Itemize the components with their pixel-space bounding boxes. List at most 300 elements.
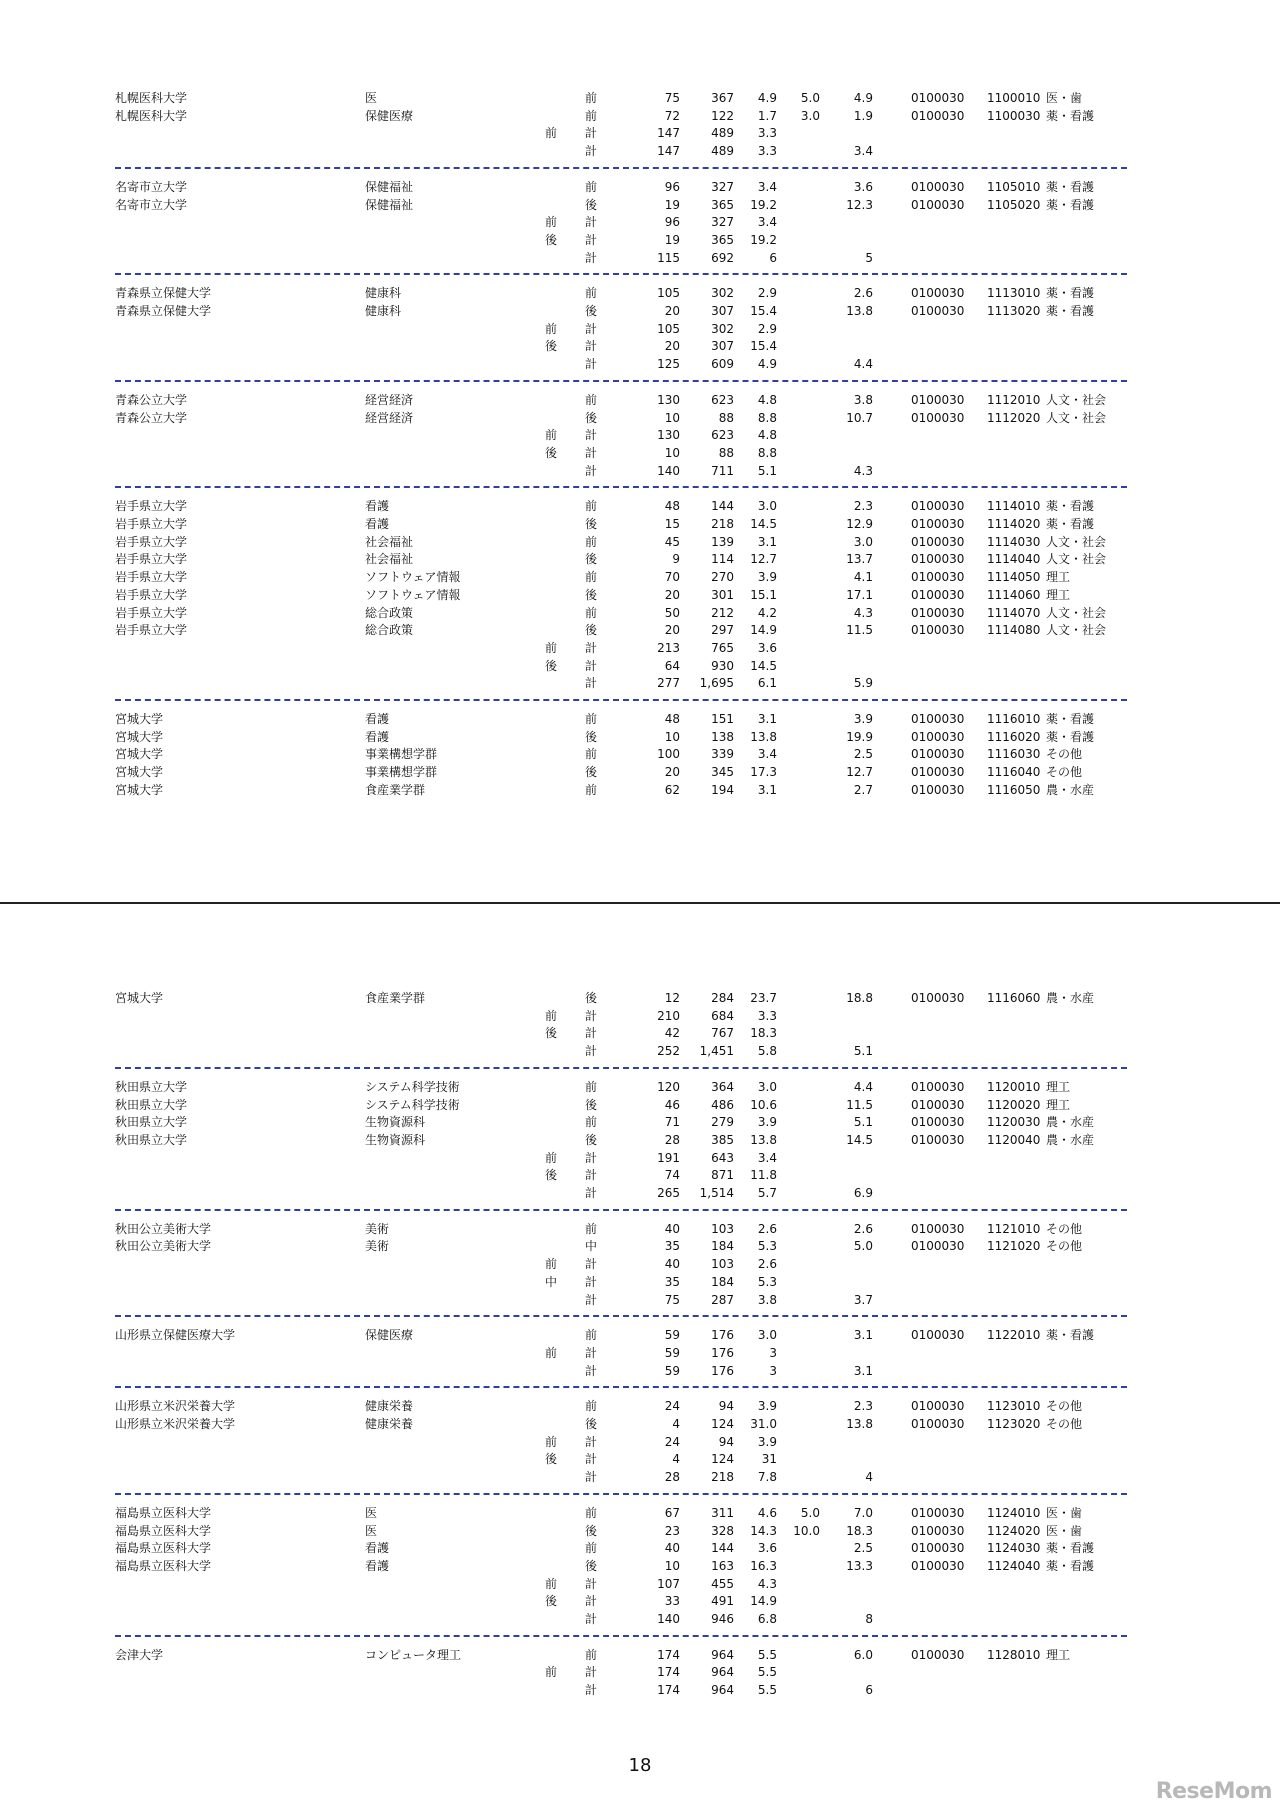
- subtotal-schedule-cell: 後: [544, 339, 557, 354]
- code-b-cell: 1122010: [987, 1328, 1041, 1343]
- dept-cell: 健康科: [365, 286, 402, 301]
- ratio-cell: 3.3: [757, 144, 777, 159]
- code-b-cell: 1100030: [987, 108, 1041, 123]
- field-cell: 農・水産: [1046, 991, 1095, 1005]
- group-divider: [115, 1067, 1127, 1069]
- field-cell: その他: [1046, 1399, 1083, 1414]
- applicants-cell: 163: [711, 1558, 734, 1573]
- code-b-cell: 1113010: [987, 286, 1041, 301]
- dept-cell: 総合政策: [365, 605, 414, 620]
- table-row: [0, 1558, 1280, 1576]
- schedule-cell: 計: [584, 232, 597, 247]
- ratio-cell: 4.2: [757, 605, 777, 620]
- ratio-cell: 3.4: [757, 179, 777, 194]
- univ-cell: 名寄市立大学: [115, 179, 188, 194]
- code-b-cell: 1114080: [987, 623, 1041, 638]
- ratio-cell: 5.1: [757, 463, 777, 478]
- code-b-cell: 1105020: [987, 197, 1041, 212]
- capacity-cell: 96: [664, 179, 680, 194]
- table-row: [0, 214, 1280, 232]
- dept-cell: 食産業学群: [365, 782, 426, 797]
- table-row: [0, 764, 1280, 782]
- ratio-cell: 6.1: [757, 676, 777, 691]
- ratio-change-cell: 2.3: [853, 499, 873, 514]
- ratio-cell: 4.8: [757, 428, 777, 443]
- capacity-cell: 59: [664, 1345, 680, 1360]
- capacity-cell: 50: [664, 605, 680, 620]
- capacity-cell: 19: [664, 197, 680, 212]
- schedule-cell: 前: [584, 1079, 597, 1094]
- capacity-cell: 125: [657, 357, 680, 372]
- schedule-cell: 前: [584, 179, 597, 194]
- capacity-cell: 174: [657, 1647, 680, 1662]
- applicants-cell: 88: [718, 445, 734, 460]
- schedule-cell: 計: [584, 1044, 597, 1059]
- table-row: [0, 551, 1280, 569]
- ratio-cell: 4.6: [757, 1505, 777, 1520]
- ratio-change-cell: 3.1: [853, 1363, 873, 1378]
- schedule-cell: 計: [584, 126, 597, 141]
- code-a-cell: 0100030: [911, 1097, 965, 1112]
- capacity-cell: 120: [657, 1079, 680, 1094]
- capacity-cell: 265: [657, 1186, 680, 1200]
- ratio-change-cell: 4.4: [853, 1079, 873, 1094]
- dept-cell: ソフトウェア情報: [365, 587, 461, 602]
- ratio-cell: 15.4: [750, 339, 777, 354]
- table-row: [0, 1097, 1280, 1115]
- subtotal-schedule-cell: 後: [544, 1026, 557, 1041]
- applicants-cell: 176: [711, 1363, 734, 1378]
- ratio-change-cell: 13.8: [846, 1417, 873, 1431]
- capacity-cell: 10: [664, 1558, 680, 1573]
- schedule-cell: 前: [584, 747, 597, 762]
- schedule-cell: 前: [584, 108, 597, 123]
- schedule-cell: 後: [584, 1523, 597, 1538]
- schedule-cell: 後: [584, 517, 597, 531]
- dept-cell: 看護: [365, 1541, 390, 1556]
- capacity-cell: 71: [664, 1115, 680, 1130]
- table-row: [0, 1593, 1280, 1611]
- dept-cell: 健康栄養: [365, 1417, 414, 1431]
- field-cell: 人文・社会: [1046, 552, 1107, 567]
- ratio-change-cell: 4.9: [853, 91, 873, 105]
- univ-cell: 宮城大学: [115, 747, 164, 762]
- schedule-cell: 後: [584, 729, 597, 744]
- field-cell: 理工: [1046, 1097, 1071, 1112]
- dept-cell: 医: [365, 1505, 378, 1520]
- capacity-cell: 213: [657, 640, 680, 655]
- code-a-cell: 0100030: [911, 499, 965, 514]
- capacity-cell: 45: [664, 534, 680, 549]
- ratio-change-cell: 3.6: [853, 179, 873, 194]
- capacity-cell: 20: [664, 339, 680, 354]
- code-b-cell: 1105010: [987, 179, 1041, 194]
- ratio-cell: 6.8: [757, 1612, 777, 1626]
- applicants-cell: 287: [711, 1292, 734, 1307]
- capacity-cell: 140: [657, 463, 680, 478]
- code-a-cell: 0100030: [911, 1647, 965, 1662]
- univ-cell: 秋田県立大学: [115, 1132, 188, 1147]
- applicants-cell: 307: [711, 304, 734, 318]
- univ-cell: 福島県立医科大学: [115, 1558, 212, 1573]
- code-b-cell: 1128010: [987, 1647, 1041, 1662]
- univ-cell: 福島県立医科大学: [115, 1505, 212, 1520]
- applicants-cell: 946: [711, 1612, 734, 1626]
- ratio-change-cell: 7.0: [853, 1505, 873, 1520]
- univ-cell: 山形県立米沢栄養大学: [115, 1417, 236, 1431]
- table-row: [0, 1611, 1280, 1629]
- code-b-cell: 1123020: [987, 1417, 1041, 1431]
- code-a-cell: 0100030: [911, 552, 965, 567]
- ratio-cell: 3.9: [757, 1399, 777, 1414]
- applicants-cell: 302: [711, 286, 734, 301]
- capacity-cell: 72: [664, 108, 680, 123]
- field-cell: 医・歯: [1046, 1505, 1083, 1520]
- applicants-cell: 489: [711, 126, 734, 141]
- univ-cell: 岩手県立大学: [115, 517, 188, 531]
- subtotal-schedule-cell: 中: [544, 1274, 557, 1289]
- code-b-cell: 1120030: [987, 1115, 1041, 1130]
- table-row: [0, 1416, 1280, 1434]
- code-a-cell: 0100030: [911, 1417, 965, 1431]
- ratio-cell: 2.6: [757, 1257, 777, 1272]
- capacity-cell: 35: [664, 1239, 680, 1254]
- dept-cell: コンピュータ理工: [365, 1647, 462, 1662]
- ratio-cell: 5.5: [757, 1665, 777, 1680]
- table-row: [0, 1025, 1280, 1043]
- applicants-cell: 367: [711, 91, 734, 105]
- code-b-cell: 1120010: [987, 1079, 1041, 1094]
- schedule-cell: 前: [584, 1647, 597, 1662]
- ratio-cell: 4.3: [757, 1576, 777, 1591]
- dept-cell: 生物資源科: [365, 1132, 426, 1147]
- ratio-cell: 8.8: [757, 410, 777, 425]
- code-a-cell: 0100030: [911, 782, 965, 797]
- code-b-cell: 1123010: [987, 1399, 1041, 1414]
- schedule-cell: 計: [584, 1292, 597, 1307]
- capacity-cell: 64: [664, 658, 680, 673]
- ratio-cell: 31.0: [750, 1417, 777, 1431]
- schedule-cell: 前: [584, 91, 597, 105]
- table-row: [0, 605, 1280, 623]
- field-cell: その他: [1046, 747, 1083, 762]
- schedule-cell: 計: [584, 339, 597, 354]
- table-row: [0, 516, 1280, 534]
- code-b-cell: 1116030: [987, 747, 1041, 762]
- schedule-cell: 後: [584, 991, 597, 1005]
- table-row: [0, 1664, 1280, 1682]
- ratio-change-cell: 11.5: [846, 1097, 873, 1112]
- dept-cell: 看護: [365, 499, 390, 514]
- applicants-cell: 489: [711, 144, 734, 159]
- ratio-change-cell: 17.1: [846, 587, 873, 602]
- ratio-change-cell: 18.8: [846, 991, 873, 1005]
- capacity-cell: 35: [664, 1274, 680, 1289]
- ratio-change-cell: 4: [865, 1470, 873, 1485]
- ratio-cell: 5.8: [757, 1044, 777, 1059]
- ratio-cell: 17.3: [750, 765, 777, 780]
- schedule-cell: 計: [584, 1345, 597, 1360]
- code-b-cell: 1114060: [987, 587, 1041, 602]
- ratio-change-cell: 5.1: [853, 1044, 873, 1059]
- ratio-cell: 12.7: [750, 552, 777, 567]
- dept-cell: 経営経済: [365, 392, 414, 407]
- field-cell: 理工: [1046, 587, 1071, 602]
- group-divider: [115, 1315, 1127, 1317]
- capacity-cell: 191: [657, 1150, 680, 1165]
- ratio-cell: 5.5: [757, 1683, 777, 1698]
- table-row: [0, 498, 1280, 516]
- schedule-cell: 計: [584, 658, 597, 673]
- ratio-change-cell: 13.3: [846, 1558, 873, 1573]
- subtotal-schedule-cell: 前: [544, 1150, 557, 1165]
- ratio-cell: 2.9: [757, 321, 777, 336]
- table-row: [0, 1327, 1280, 1345]
- subtotal-schedule-cell: 前: [544, 1345, 557, 1360]
- ratio-cell: 2.6: [757, 1221, 777, 1236]
- dept-cell: 社会福祉: [365, 552, 414, 567]
- applicants-cell: 124: [711, 1452, 734, 1467]
- schedule-cell: 計: [584, 1150, 597, 1165]
- table-row: [0, 1469, 1280, 1487]
- dept-cell: 健康栄養: [365, 1399, 414, 1414]
- schedule-cell: 後: [584, 623, 597, 638]
- table-row: [0, 445, 1280, 463]
- code-b-cell: 1114070: [987, 605, 1041, 620]
- table-row: [0, 410, 1280, 428]
- ratio-cell: 15.4: [750, 304, 777, 318]
- dept-cell: 看護: [365, 729, 390, 744]
- schedule-cell: 前: [584, 1541, 597, 1556]
- schedule-cell: 計: [584, 1168, 597, 1183]
- field-cell: 人文・社会: [1046, 605, 1107, 620]
- table-row: [0, 125, 1280, 143]
- capacity-cell: 4: [672, 1417, 680, 1431]
- table-row: [0, 1221, 1280, 1239]
- univ-cell: 岩手県立大学: [115, 570, 188, 585]
- ratio-cell: 31: [761, 1452, 777, 1467]
- univ-cell: 岩手県立大学: [115, 587, 188, 602]
- code-a-cell: 0100030: [911, 1505, 965, 1520]
- prev-ratio-cell: 10.0: [793, 1523, 820, 1538]
- table-row: [0, 1505, 1280, 1523]
- code-b-cell: 1116010: [987, 712, 1041, 726]
- table-row: [0, 197, 1280, 215]
- table-row: [0, 1256, 1280, 1274]
- applicants-cell: 139: [711, 534, 734, 549]
- code-a-cell: 0100030: [911, 286, 965, 301]
- schedule-cell: 計: [584, 1434, 597, 1449]
- code-a-cell: 0100030: [911, 605, 965, 620]
- ratio-change-cell: 11.5: [846, 623, 873, 638]
- applicants-cell: 279: [711, 1115, 734, 1130]
- applicants-cell: 184: [711, 1274, 734, 1289]
- schedule-cell: 計: [584, 1594, 597, 1609]
- applicants-cell: 385: [711, 1132, 734, 1147]
- field-cell: 人文・社会: [1046, 410, 1107, 425]
- ratio-change-cell: 8: [865, 1612, 873, 1626]
- ratio-change-cell: 4.3: [853, 463, 873, 478]
- table-row: [0, 338, 1280, 356]
- applicants-cell: 144: [711, 1541, 734, 1556]
- univ-cell: 宮城大学: [115, 782, 164, 797]
- univ-cell: 青森公立大学: [115, 392, 188, 407]
- dept-cell: 看護: [365, 1558, 390, 1573]
- schedule-cell: 後: [584, 552, 597, 567]
- ratio-change-cell: 6: [865, 1683, 873, 1698]
- schedule-cell: 後: [584, 304, 597, 318]
- applicants-cell: 176: [711, 1328, 734, 1343]
- code-a-cell: 0100030: [911, 747, 965, 762]
- table-row: [0, 1434, 1280, 1452]
- capacity-cell: 40: [664, 1221, 680, 1236]
- applicants-cell: 345: [711, 765, 734, 780]
- univ-cell: 岩手県立大学: [115, 605, 188, 620]
- dept-cell: システム科学技術: [365, 1097, 460, 1112]
- capacity-cell: 28: [664, 1470, 680, 1485]
- field-cell: その他: [1046, 1239, 1083, 1254]
- capacity-cell: 74: [664, 1168, 680, 1183]
- table-row: [0, 1523, 1280, 1541]
- univ-cell: 秋田公立美術大学: [115, 1239, 212, 1254]
- ratio-change-cell: 2.6: [853, 286, 873, 301]
- schedule-cell: 計: [584, 1576, 597, 1591]
- applicants-cell: 692: [711, 250, 734, 265]
- code-a-cell: 0100030: [911, 587, 965, 602]
- table-row: [0, 622, 1280, 640]
- code-b-cell: 1113020: [987, 304, 1041, 318]
- code-b-cell: 1114020: [987, 517, 1041, 531]
- field-cell: 薬・看護: [1046, 712, 1095, 726]
- univ-cell: 青森公立大学: [115, 410, 188, 425]
- applicants-cell: 871: [711, 1168, 734, 1183]
- code-b-cell: 1114010: [987, 499, 1041, 514]
- code-b-cell: 1112020: [987, 410, 1041, 425]
- field-cell: 薬・看護: [1046, 197, 1095, 212]
- ratio-change-cell: 3.4: [853, 144, 873, 159]
- applicants-cell: 94: [718, 1399, 734, 1414]
- capacity-cell: 28: [664, 1132, 680, 1147]
- subtotal-schedule-cell: 前: [544, 215, 557, 230]
- code-a-cell: 0100030: [911, 765, 965, 780]
- field-cell: 人文・社会: [1046, 623, 1107, 638]
- ratio-cell: 19.2: [750, 232, 777, 247]
- applicants-cell: 176: [711, 1345, 734, 1360]
- group-divider: [115, 167, 1127, 169]
- schedule-cell: 後: [584, 1097, 597, 1112]
- group-divider: [115, 1386, 1127, 1388]
- applicants-cell: 1,451: [699, 1044, 734, 1059]
- applicants-cell: 284: [711, 991, 734, 1005]
- table-row: [0, 1114, 1280, 1132]
- code-a-cell: 0100030: [911, 392, 965, 407]
- table-row: [0, 1292, 1280, 1310]
- univ-cell: 宮城大学: [115, 729, 164, 744]
- code-a-cell: 0100030: [911, 91, 965, 105]
- ratio-cell: 8.8: [757, 445, 777, 460]
- univ-cell: 岩手県立大学: [115, 623, 188, 638]
- code-a-cell: 0100030: [911, 108, 965, 123]
- capacity-cell: 20: [664, 304, 680, 318]
- applicants-cell: 114: [711, 552, 734, 567]
- dept-cell: 総合政策: [365, 623, 414, 638]
- table-row: [0, 729, 1280, 747]
- table-row: [0, 1576, 1280, 1594]
- field-cell: 農・水産: [1046, 782, 1095, 797]
- table-row: [0, 1363, 1280, 1381]
- dept-cell: 美術: [365, 1221, 390, 1236]
- field-cell: 農・水産: [1046, 1132, 1095, 1147]
- code-b-cell: 1114040: [987, 552, 1041, 567]
- capacity-cell: 100: [657, 747, 680, 762]
- code-a-cell: 0100030: [911, 1399, 965, 1414]
- dept-cell: 看護: [365, 712, 390, 726]
- schedule-cell: 計: [584, 215, 597, 230]
- code-b-cell: 1116050: [987, 782, 1041, 797]
- ratio-cell: 5.5: [757, 1647, 777, 1662]
- group-divider: [115, 1209, 1127, 1211]
- ratio-change-cell: 3.1: [853, 1328, 873, 1343]
- code-b-cell: 1112010: [987, 392, 1041, 407]
- ratio-cell: 3: [769, 1345, 777, 1360]
- dept-cell: 食産業学群: [365, 991, 426, 1005]
- dept-cell: 保健医療: [365, 1328, 414, 1343]
- univ-cell: 会津大学: [115, 1647, 164, 1662]
- ratio-change-cell: 10.7: [846, 410, 873, 425]
- ratio-change-cell: 4.1: [853, 570, 873, 585]
- table-row: [0, 782, 1280, 800]
- table-row: [0, 640, 1280, 658]
- capacity-cell: 96: [664, 215, 680, 230]
- subtotal-schedule-cell: 前: [544, 321, 557, 336]
- dept-cell: 経営経済: [365, 410, 414, 425]
- applicants-cell: 151: [711, 712, 734, 726]
- ratio-change-cell: 1.9: [853, 108, 873, 123]
- applicants-cell: 711: [711, 463, 734, 478]
- schedule-cell: 計: [584, 1683, 597, 1698]
- capacity-cell: 107: [657, 1576, 680, 1591]
- table-row: [0, 1079, 1280, 1097]
- applicants-cell: 301: [711, 587, 734, 602]
- applicants-cell: 124: [711, 1417, 734, 1431]
- table-row: [0, 143, 1280, 161]
- ratio-change-cell: 5.9: [853, 676, 873, 691]
- applicants-cell: 103: [711, 1257, 734, 1272]
- capacity-cell: 62: [664, 782, 680, 797]
- capacity-cell: 10: [664, 729, 680, 744]
- ratio-cell: 14.9: [750, 623, 777, 638]
- capacity-cell: 20: [664, 587, 680, 602]
- applicants-cell: 103: [711, 1221, 734, 1236]
- ratio-change-cell: 3.0: [853, 534, 873, 549]
- capacity-cell: 33: [664, 1594, 680, 1609]
- ratio-cell: 5.7: [757, 1186, 777, 1200]
- ratio-cell: 23.7: [750, 991, 777, 1005]
- applicants-cell: 964: [711, 1647, 734, 1662]
- applicants-cell: 328: [711, 1523, 734, 1538]
- capacity-cell: 48: [664, 499, 680, 514]
- code-a-cell: 0100030: [911, 1221, 965, 1236]
- schedule-cell: 前: [584, 286, 597, 301]
- table-row: [0, 1345, 1280, 1363]
- applicants-cell: 643: [711, 1150, 734, 1165]
- univ-cell: 宮城大学: [115, 712, 164, 726]
- schedule-cell: 後: [584, 1132, 597, 1147]
- dept-cell: 保健福祉: [365, 197, 414, 212]
- schedule-cell: 後: [584, 1417, 597, 1431]
- schedule-cell: 後: [584, 410, 597, 425]
- table-row: [0, 1451, 1280, 1469]
